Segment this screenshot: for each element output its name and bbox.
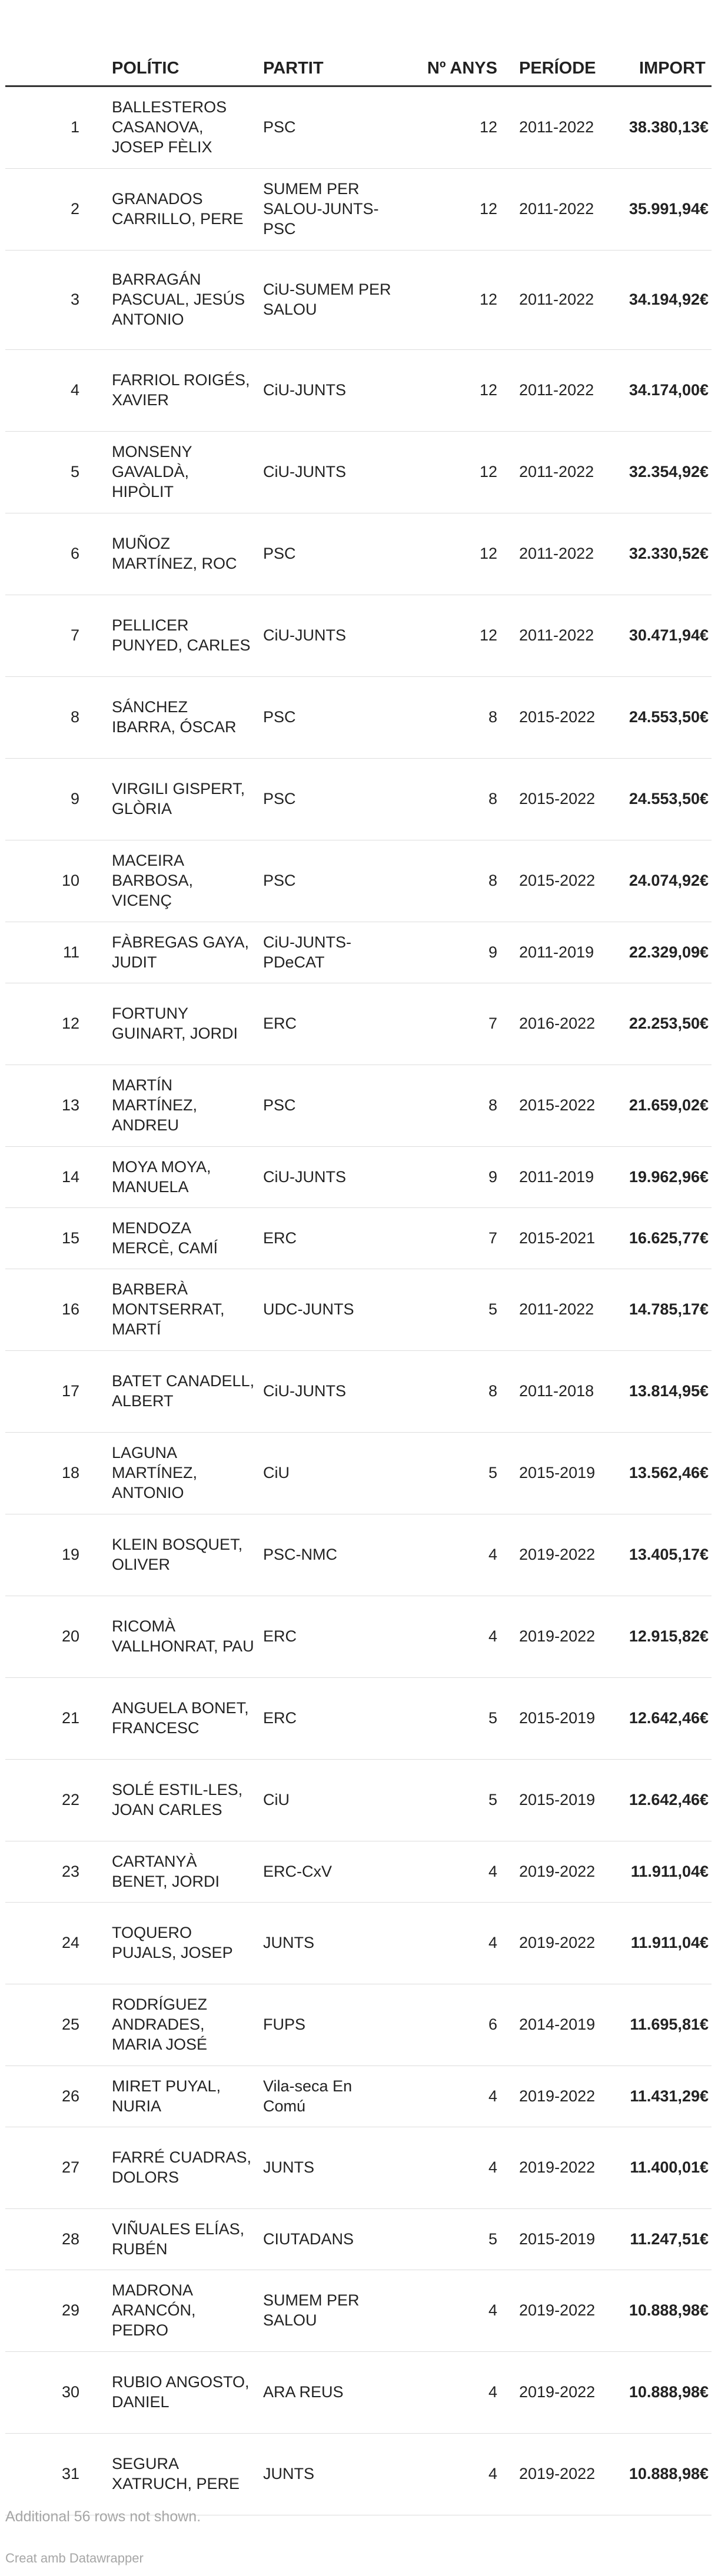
- row-years: 4: [404, 1841, 504, 1903]
- table-row: [5, 595, 712, 677]
- row-years: 4: [404, 2127, 504, 2209]
- table-row: [5, 1433, 712, 1514]
- row-rank: 27: [5, 2127, 109, 2209]
- row-years: 12: [404, 86, 504, 169]
- row-rank: 8: [5, 677, 109, 759]
- row-rank: 15: [5, 1208, 109, 1269]
- politicians-table: [5, 21, 712, 2515]
- row-years: 4: [404, 2352, 504, 2434]
- row-party: CiU-JUNTS: [261, 350, 404, 432]
- row-amount: 22.329,09€: [620, 922, 712, 983]
- row-politician: SOLÉ ESTIL-LES, JOAN CARLES: [109, 1760, 261, 1841]
- row-period: 2019-2022: [504, 1841, 620, 1903]
- row-years: 7: [404, 1208, 504, 1269]
- row-politician: KLEIN BOSQUET, OLIVER: [109, 1514, 261, 1596]
- row-period: 2015-2019: [504, 1760, 620, 1841]
- row-rank: 5: [5, 432, 109, 513]
- row-rank: 11: [5, 922, 109, 983]
- row-party: PSC: [261, 759, 404, 840]
- row-years: 12: [404, 251, 504, 350]
- row-years: 6: [404, 1984, 504, 2066]
- row-party: CiU: [261, 1760, 404, 1841]
- table-row: [5, 251, 712, 350]
- row-period: 2011-2022: [504, 86, 620, 169]
- row-party: ERC: [261, 1678, 404, 1760]
- row-rank: 10: [5, 840, 109, 922]
- row-years: 8: [404, 1351, 504, 1433]
- row-rank: 28: [5, 2209, 109, 2270]
- row-amount: 24.074,92€: [620, 840, 712, 922]
- row-politician: BARRAGÁN PASCUAL, JESÚS ANTONIO: [109, 251, 261, 350]
- row-years: 8: [404, 840, 504, 922]
- table-row: [5, 2434, 712, 2515]
- row-rank: 3: [5, 251, 109, 350]
- row-period: 2011-2019: [504, 1147, 620, 1208]
- row-years: 4: [404, 2270, 504, 2352]
- row-rank: 22: [5, 1760, 109, 1841]
- row-party: CiU-JUNTS: [261, 595, 404, 677]
- table-row: [5, 1269, 712, 1351]
- row-party: ERC-CxV: [261, 1841, 404, 1903]
- row-years: 7: [404, 983, 504, 1065]
- table-row: [5, 2127, 712, 2209]
- table-row: [5, 1903, 712, 1984]
- table-row: [5, 1760, 712, 1841]
- row-party: CiU: [261, 1433, 404, 1514]
- row-amount: 13.814,95€: [620, 1351, 712, 1433]
- row-years: 9: [404, 922, 504, 983]
- row-politician: MADRONA ARANCÓN, PEDRO: [109, 2270, 261, 2352]
- row-amount: 10.888,98€: [620, 2352, 712, 2434]
- row-years: 5: [404, 1678, 504, 1760]
- row-years: 12: [404, 432, 504, 513]
- row-period: 2015-2019: [504, 2209, 620, 2270]
- row-politician: RUBIO ANGOSTO, DANIEL: [109, 2352, 261, 2434]
- row-politician: GRANADOS CARRILLO, PERE: [109, 169, 261, 251]
- row-period: 2015-2022: [504, 677, 620, 759]
- row-years: 8: [404, 677, 504, 759]
- table-row: [5, 1841, 712, 1903]
- row-period: 2011-2022: [504, 169, 620, 251]
- row-amount: 12.642,46€: [620, 1760, 712, 1841]
- table-row: [5, 1514, 712, 1596]
- row-party: CIUTADANS: [261, 2209, 404, 2270]
- row-period: 2019-2022: [504, 2352, 620, 2434]
- row-amount: 34.174,00€: [620, 350, 712, 432]
- row-amount: 14.785,17€: [620, 1269, 712, 1351]
- row-amount: 24.553,50€: [620, 759, 712, 840]
- row-rank: 31: [5, 2434, 109, 2515]
- row-amount: 10.888,98€: [620, 2434, 712, 2515]
- row-rank: 30: [5, 2352, 109, 2434]
- row-party: CiU-JUNTS: [261, 1147, 404, 1208]
- row-period: 2016-2022: [504, 983, 620, 1065]
- row-rank: 23: [5, 1841, 109, 1903]
- row-years: 12: [404, 350, 504, 432]
- table-row: [5, 86, 712, 169]
- row-amount: 34.194,92€: [620, 251, 712, 350]
- row-rank: 25: [5, 1984, 109, 2066]
- row-politician: SÁNCHEZ IBARRA, ÓSCAR: [109, 677, 261, 759]
- row-party: CiU-JUNTS: [261, 432, 404, 513]
- row-rank: 26: [5, 2066, 109, 2127]
- table-row: [5, 1678, 712, 1760]
- row-party: ARA REUS: [261, 2352, 404, 2434]
- row-rank: 24: [5, 1903, 109, 1984]
- row-rank: 17: [5, 1351, 109, 1433]
- column-header-period[interactable]: PERÍODE: [504, 21, 620, 86]
- row-period: 2019-2022: [504, 2270, 620, 2352]
- row-party: ERC: [261, 983, 404, 1065]
- row-period: 2011-2022: [504, 432, 620, 513]
- row-amount: 12.915,82€: [620, 1596, 712, 1678]
- row-amount: 13.405,17€: [620, 1514, 712, 1596]
- table-row: [5, 922, 712, 983]
- table-row: [5, 1984, 712, 2066]
- row-period: 2015-2022: [504, 840, 620, 922]
- row-rank: 9: [5, 759, 109, 840]
- row-period: 2011-2019: [504, 922, 620, 983]
- row-years: 4: [404, 1903, 504, 1984]
- row-amount: 32.354,92€: [620, 432, 712, 513]
- row-rank: 12: [5, 983, 109, 1065]
- row-years: 12: [404, 169, 504, 251]
- table-body: [5, 86, 712, 2515]
- column-header-rank[interactable]: [5, 21, 109, 86]
- row-party: Vila-seca En Comú: [261, 2066, 404, 2127]
- row-years: 4: [404, 2066, 504, 2127]
- row-period: 2015-2022: [504, 1065, 620, 1147]
- row-politician: MENDOZA MERCÈ, CAMÍ: [109, 1208, 261, 1269]
- row-amount: 13.562,46€: [620, 1433, 712, 1514]
- row-politician: MUÑOZ MARTÍNEZ, ROC: [109, 513, 261, 595]
- row-years: 8: [404, 759, 504, 840]
- row-period: 2011-2018: [504, 1351, 620, 1433]
- row-politician: MIRET PUYAL, NURIA: [109, 2066, 261, 2127]
- row-party: PSC-NMC: [261, 1514, 404, 1596]
- row-party: SUMEM PER SALOU: [261, 2270, 404, 2352]
- row-rank: 7: [5, 595, 109, 677]
- row-party: PSC: [261, 86, 404, 169]
- rows-not-shown-note: Additional 56 rows not shown.: [5, 2508, 201, 2525]
- row-rank: 18: [5, 1433, 109, 1514]
- row-amount: 32.330,52€: [620, 513, 712, 595]
- row-politician: MACEIRA BARBOSA, VICENÇ: [109, 840, 261, 922]
- table-row: [5, 2066, 712, 2127]
- row-period: 2019-2022: [504, 1596, 620, 1678]
- table-row: [5, 759, 712, 840]
- row-amount: 24.553,50€: [620, 677, 712, 759]
- row-amount: 16.625,77€: [620, 1208, 712, 1269]
- row-politician: RICOMÀ VALLHONRAT, PAU: [109, 1596, 261, 1678]
- row-years: 9: [404, 1147, 504, 1208]
- row-politician: SEGURA XATRUCH, PERE: [109, 2434, 261, 2515]
- row-party: PSC: [261, 677, 404, 759]
- row-amount: 11.695,81€: [620, 1984, 712, 2066]
- row-amount: 11.911,04€: [620, 1841, 712, 1903]
- table-row: [5, 983, 712, 1065]
- row-years: 4: [404, 2434, 504, 2515]
- row-amount: 30.471,94€: [620, 595, 712, 677]
- table-row: [5, 1147, 712, 1208]
- table-header: [5, 21, 712, 86]
- row-politician: LAGUNA MARTÍNEZ, ANTONIO: [109, 1433, 261, 1514]
- row-politician: FARRIOL ROIGÉS, XAVIER: [109, 350, 261, 432]
- row-rank: 16: [5, 1269, 109, 1351]
- row-period: 2015-2019: [504, 1433, 620, 1514]
- row-party: PSC: [261, 840, 404, 922]
- row-politician: FÀBREGAS GAYA, JUDIT: [109, 922, 261, 983]
- row-politician: VIRGILI GISPERT, GLÒRIA: [109, 759, 261, 840]
- row-politician: BATET CANADELL, ALBERT: [109, 1351, 261, 1433]
- row-politician: BALLESTEROS CASANOVA, JOSEP FÈLIX: [109, 86, 261, 169]
- row-amount: 10.888,98€: [620, 2270, 712, 2352]
- row-party: JUNTS: [261, 2434, 404, 2515]
- row-amount: 12.642,46€: [620, 1678, 712, 1760]
- row-period: 2019-2022: [504, 1514, 620, 1596]
- row-amount: 19.962,96€: [620, 1147, 712, 1208]
- row-rank: 2: [5, 169, 109, 251]
- row-politician: MARTÍN MARTÍNEZ, ANDREU: [109, 1065, 261, 1147]
- row-period: 2019-2022: [504, 1903, 620, 1984]
- row-rank: 13: [5, 1065, 109, 1147]
- row-party: JUNTS: [261, 2127, 404, 2209]
- row-amount: 35.991,94€: [620, 169, 712, 251]
- row-politician: FARRÉ CUADRAS, DOLORS: [109, 2127, 261, 2209]
- row-politician: PELLICER PUNYED, CARLES: [109, 595, 261, 677]
- row-party: CiU-JUNTS-PDeCAT: [261, 922, 404, 983]
- row-period: 2015-2019: [504, 1678, 620, 1760]
- row-rank: 14: [5, 1147, 109, 1208]
- table-row: [5, 1351, 712, 1433]
- table-row: [5, 677, 712, 759]
- row-party: JUNTS: [261, 1903, 404, 1984]
- row-rank: 20: [5, 1596, 109, 1678]
- column-header-politician[interactable]: POLÍTIC: [109, 21, 261, 86]
- row-period: 2011-2022: [504, 251, 620, 350]
- row-years: 5: [404, 1433, 504, 1514]
- table-row: [5, 1596, 712, 1678]
- column-header-party[interactable]: PARTIT: [261, 21, 404, 86]
- table-row: [5, 2270, 712, 2352]
- row-period: 2014-2019: [504, 1984, 620, 2066]
- column-header-amount[interactable]: IMPORT: [620, 21, 712, 86]
- row-party: CiU-JUNTS: [261, 1351, 404, 1433]
- table-row: [5, 2209, 712, 2270]
- row-years: 5: [404, 1269, 504, 1351]
- row-amount: 11.247,51€: [620, 2209, 712, 2270]
- row-politician: FORTUNY GUINART, JORDI: [109, 983, 261, 1065]
- row-period: 2019-2022: [504, 2066, 620, 2127]
- row-amount: 22.253,50€: [620, 983, 712, 1065]
- table-row: [5, 1065, 712, 1147]
- table-row: [5, 432, 712, 513]
- table-row: [5, 1208, 712, 1269]
- row-period: 2015-2021: [504, 1208, 620, 1269]
- row-party: FUPS: [261, 1984, 404, 2066]
- row-years: 12: [404, 513, 504, 595]
- row-years: 12: [404, 595, 504, 677]
- row-rank: 6: [5, 513, 109, 595]
- row-years: 5: [404, 2209, 504, 2270]
- row-rank: 4: [5, 350, 109, 432]
- table-row: [5, 350, 712, 432]
- row-politician: ANGUELA BONET, FRANCESC: [109, 1678, 261, 1760]
- row-period: 2011-2022: [504, 1269, 620, 1351]
- row-politician: VIÑUALES ELÍAS, RUBÉN: [109, 2209, 261, 2270]
- row-politician: TOQUERO PUJALS, JOSEP: [109, 1903, 261, 1984]
- table-row: [5, 2352, 712, 2434]
- table-row: [5, 169, 712, 251]
- row-party: CiU-SUMEM PER SALOU: [261, 251, 404, 350]
- row-party: ERC: [261, 1208, 404, 1269]
- row-amount: 11.400,01€: [620, 2127, 712, 2209]
- row-politician: MONSENY GAVALDÀ, HIPÒLIT: [109, 432, 261, 513]
- column-header-years[interactable]: Nº ANYS: [404, 21, 504, 86]
- row-party: SUMEM PER SALOU-JUNTS-PSC: [261, 169, 404, 251]
- row-politician: CARTANYÀ BENET, JORDI: [109, 1841, 261, 1903]
- row-amount: 11.911,04€: [620, 1903, 712, 1984]
- row-party: PSC: [261, 1065, 404, 1147]
- row-rank: 1: [5, 86, 109, 169]
- row-politician: RODRÍGUEZ ANDRADES, MARIA JOSÉ: [109, 1984, 261, 2066]
- row-rank: 21: [5, 1678, 109, 1760]
- row-years: 5: [404, 1760, 504, 1841]
- row-politician: BARBERÀ MONTSERRAT, MARTÍ: [109, 1269, 261, 1351]
- row-period: 2019-2022: [504, 2127, 620, 2209]
- row-period: 2015-2022: [504, 759, 620, 840]
- row-years: 4: [404, 1596, 504, 1678]
- row-rank: 19: [5, 1514, 109, 1596]
- row-amount: 21.659,02€: [620, 1065, 712, 1147]
- row-period: 2011-2022: [504, 595, 620, 677]
- row-years: 4: [404, 1514, 504, 1596]
- row-rank: 29: [5, 2270, 109, 2352]
- datawrapper-credit[interactable]: Creat amb Datawrapper: [5, 2551, 144, 2565]
- table-row: [5, 840, 712, 922]
- row-party: ERC: [261, 1596, 404, 1678]
- row-party: UDC-JUNTS: [261, 1269, 404, 1351]
- row-years: 8: [404, 1065, 504, 1147]
- row-period: 2019-2022: [504, 2434, 620, 2515]
- row-amount: 11.431,29€: [620, 2066, 712, 2127]
- row-party: PSC: [261, 513, 404, 595]
- row-politician: MOYA MOYA, MANUELA: [109, 1147, 261, 1208]
- table-row: [5, 513, 712, 595]
- row-amount: 38.380,13€: [620, 86, 712, 169]
- row-period: 2011-2022: [504, 350, 620, 432]
- row-period: 2011-2022: [504, 513, 620, 595]
